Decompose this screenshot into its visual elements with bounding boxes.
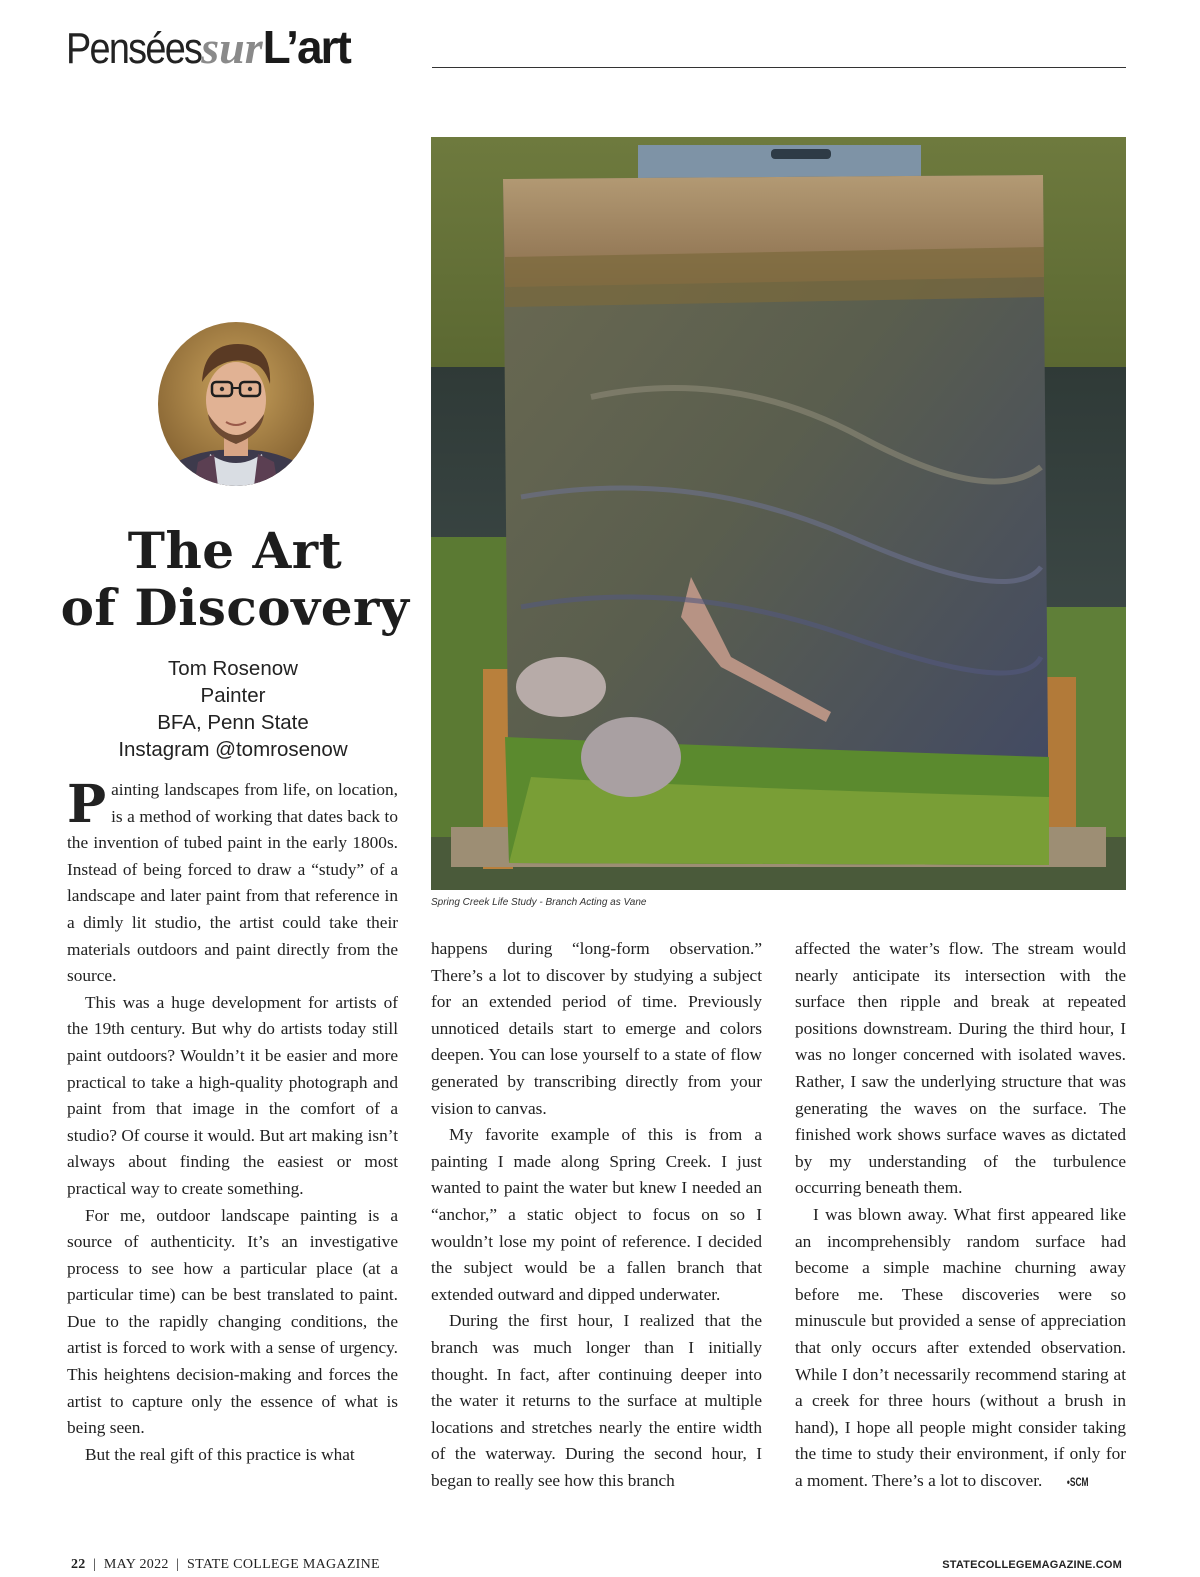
paragraph: But the real gift of this practice is what [85,1444,355,1464]
painting-photo [431,137,1126,890]
website-url[interactable]: STATECOLLEGEMAGAZINE.COM [942,1559,1122,1571]
author-portrait-illustration [158,322,314,486]
paragraph: This was a huge development for artists of the 19th century. But why do artists today still paint outdoors? Wouldn’t it be easier and more practical to take a high-quality photograph and paint from that image in the comfort of a studio? Of course it would. But art making isn’t always about finding the easiest or most practical way to create something. [67,992,398,1198]
header-rule [432,67,1126,68]
masthead [66,20,350,76]
issue-date: MAY 2022 [103,1557,169,1572]
paragraph-text: ainting landscapes from life, on location, is a method of working that dates back to the invention of tubed paint in the early 1800s. Instead of being forced to draw a “study” of a landscape and later paint from that reference in a dimly lit studio, the artist could take their materials outdoors and paint directly from the source. [67,780,398,986]
page-number: 22 [71,1557,86,1572]
masthead-word-sur: sur [201,22,263,73]
publication-name: STATE COLLEGE MAGAZINE [187,1557,380,1572]
author-degree: BFA, Penn State [157,711,309,734]
article-title [40,522,430,636]
author-role: Painter [200,684,266,707]
author-instagram: Instagram @tomrosenow [118,738,348,761]
masthead-word-pensees: Pensées [66,24,202,73]
paragraph: happens during “long-form observation.” There’s a lot to discover by studying a subject for an extended period of time. Previously unnoticed details start to emerge and colors deepen. You can lose yourself to a state of flow generated by transcribing directly from your vision to canvas. [431,939,762,1118]
paragraph: For me, outdoor landscape painting is a source of authenticity. It’s an investigative process to see how a particular place (at a particular time) can be best translated to paint. Due to the rapidly changing conditions, the artist is forced to work with a sense of urgency. This heightens decision-making and forces the artist to capture only the essence of what is being seen. [67,1205,398,1438]
paragraph-text: I was blown away. What first appeared like an incomprehensibly random surface had become a simple machine churning away before me. These discoveries were so minuscule but provided a sense of appreciation that only occurs after extended observation. While I don’t necessarily recommend staring at a creek for three hours (without a brush in hand), I hope all people might consider taking the time to study their environment, if only for a moment. There’s a lot to discover. [795,1204,1126,1490]
title-line-2: of Discovery [60,578,410,637]
article-column-1 [67,774,398,1468]
paragraph: During the first hour, I realized that the branch was much longer than I initially thought. In fact, after continuing deeper into the water it returns to the surface at multiple locations and stretches nearly the entire width of the waterway. During the second hour, I began to really see how this branch [431,1311,762,1490]
author-byline [60,655,406,763]
article-column-2 [431,936,762,1494]
drop-cap: P [67,774,107,835]
paragraph [67,774,398,990]
photo-caption: Spring Creek Life Study - Branch Acting as Vane [431,897,647,908]
masthead-word-lart: L’art [262,21,350,73]
paragraph [795,1202,1126,1496]
article-column-3 [795,936,1126,1495]
paragraph: My favorite example of this is from a painting I made along Spring Creek. I just wanted to paint the water but knew I needed an “anchor,” a static object to focus on so I wouldn’t lose my point of reference. I decided the subject would be a fallen branch that extended outward and dipped underwater. [431,1125,762,1304]
author-name: Tom Rosenow [168,657,298,680]
painting-on-easel-image [431,137,1126,890]
paragraph: affected the water’s flow. The stream would nearly anticipate its intersection with the surface then ripple and break at repeated positions downstream. During the third hour, I was no longer concerned with isolated waves. Rather, I saw the underlying structure that was generating the waves on the surface. The finished work shows surface waves as dictated by my understanding of the turbulence occurring beneath them. [795,939,1126,1198]
title-line-1: The Art [127,521,343,580]
end-mark: •SCM [1066,1474,1089,1489]
folio: 22 | MAY 2022 | STATE COLLEGE MAGAZINE [71,1557,380,1572]
author-portrait [158,322,314,486]
